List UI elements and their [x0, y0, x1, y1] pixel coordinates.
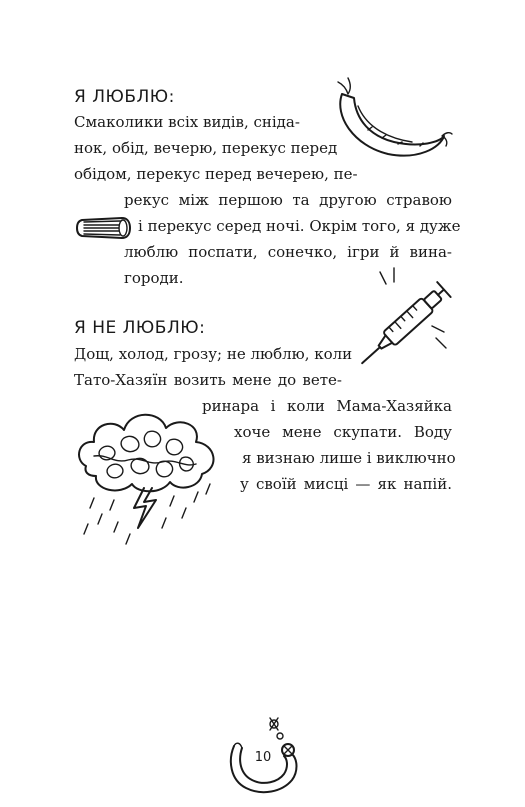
likes-line-6: люблю поспати, сонечко, ігри й вина-	[124, 243, 452, 261]
likes-line-1: Смаколики всіх видів, сніда-	[74, 113, 300, 131]
dislikes-line-1: Дощ, холод, грозу; не люблю, коли	[74, 345, 353, 363]
dislikes-line-4: хоче мене скупати. Воду	[234, 423, 452, 441]
likes-line-2: нок, обід, вечерю, перекус перед	[74, 139, 338, 157]
page-number: 10	[254, 750, 272, 765]
dislikes-heading: Я НЕ ЛЮБЛЮ:	[74, 318, 206, 338]
likes-heading: Я ЛЮБЛЮ:	[74, 87, 175, 107]
dislikes-line-3: ринара і коли Мама-Хазяйка	[202, 397, 452, 415]
dislikes-line-6: у своїй мисці — як напій.	[240, 475, 452, 493]
sausage-icon	[328, 76, 453, 161]
likes-line-4: рекус між першою та другою стравою	[124, 191, 452, 209]
storm-cloud-icon	[74, 404, 224, 549]
dislikes-line-2: Тато-Хазяїн возить мене до вете-	[74, 371, 342, 389]
likes-line-3: обідом, перекус перед вечерею, пе-	[74, 165, 358, 183]
syringe-icon	[354, 266, 464, 376]
likes-line-7: городи.	[124, 269, 184, 287]
likes-line-5: і перекус серед ночі. Окрім того, я дуже	[138, 217, 461, 235]
macaroni-icon	[76, 215, 132, 241]
dislikes-line-5: я визнаю лише і виключно	[242, 449, 456, 467]
